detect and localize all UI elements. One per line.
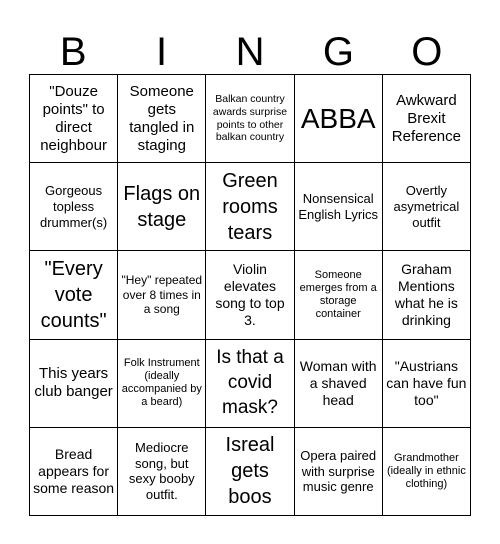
bingo-cell[interactable]: [118, 251, 206, 339]
cell-text: ABBA: [300, 102, 376, 134]
header-letter-b: B: [59, 30, 87, 74]
header-letter-i: I: [156, 30, 168, 74]
cell-text: Folk Instrument (ideally accompanied by a beard): [121, 356, 202, 409]
cell-text: Someone gets tangled in staging: [129, 82, 195, 154]
bingo-cell[interactable]: [118, 163, 206, 251]
bingo-cell[interactable]: [383, 251, 471, 339]
bingo-header: [29, 30, 471, 74]
cell-text: Awkward Brexit Reference: [391, 91, 461, 145]
header-letter-o: O: [411, 30, 443, 74]
bingo-cell[interactable]: [118, 428, 206, 516]
cell-text: "Hey" repeated over 8 times in a song: [121, 273, 203, 317]
bingo-cell[interactable]: [206, 340, 294, 428]
bingo-cell[interactable]: [30, 251, 118, 339]
cell-text: Bread appears for some reason: [33, 446, 115, 496]
cell-text: Flags on stage: [123, 182, 201, 231]
bingo-cell[interactable]: [118, 75, 206, 163]
bingo-cell[interactable]: [206, 428, 294, 516]
cell-text: Balkan country awards surprise points to other balkan country: [212, 93, 288, 144]
bingo-cell[interactable]: [30, 75, 118, 163]
cell-text: Isreal gets boos: [225, 434, 275, 509]
bingo-cell[interactable]: [30, 163, 118, 251]
bingo-cell[interactable]: [295, 340, 383, 428]
cell-text: Woman with a shaved head: [299, 358, 377, 408]
bingo-cell[interactable]: [206, 163, 294, 251]
cell-text: Mediocre song, but sexy booby outfit.: [128, 440, 195, 502]
cell-text: Green rooms tears: [222, 169, 278, 244]
bingo-cell[interactable]: [30, 428, 118, 516]
bingo-cell[interactable]: [383, 340, 471, 428]
header-letter-g: G: [322, 30, 354, 74]
cell-text: "Austrians can have fun too": [386, 358, 467, 408]
cell-text: Someone emerges from a storage container: [299, 268, 377, 321]
cell-text: Is that a covid mask?: [216, 347, 284, 418]
cell-text: Nonsensical English Lyrics: [298, 191, 379, 222]
bingo-cell[interactable]: [383, 163, 471, 251]
cell-text: Opera paired with surprise music genre: [300, 448, 377, 495]
cell-text: This years club banger: [34, 365, 113, 401]
bingo-cell[interactable]: [383, 428, 471, 516]
bingo-cell[interactable]: [118, 340, 206, 428]
bingo-cell[interactable]: [295, 428, 383, 516]
cell-text: Overtly asymetrical outfit: [393, 183, 460, 230]
cell-text: Gorgeous topless drummer(s): [40, 183, 108, 230]
bingo-cell[interactable]: [206, 251, 294, 339]
header-letter-n: N: [235, 30, 265, 74]
bingo-cell[interactable]: [30, 340, 118, 428]
cell-text: "Douze points" to direct neighbour: [40, 82, 107, 154]
bingo-grid: [29, 74, 471, 516]
bingo-cell[interactable]: [295, 163, 383, 251]
cell-text: Violin elevates song to top 3.: [215, 261, 285, 328]
cell-text: Graham Mentions what he is drinking: [394, 261, 458, 328]
cell-text: Grandmother (ideally in ethnic clothing): [386, 451, 466, 490]
bingo-cell[interactable]: [295, 251, 383, 339]
bingo-cell[interactable]: [383, 75, 471, 163]
bingo-cell[interactable]: [206, 75, 294, 163]
bingo-cell[interactable]: [295, 75, 383, 163]
cell-text: "Every vote counts": [40, 257, 107, 332]
